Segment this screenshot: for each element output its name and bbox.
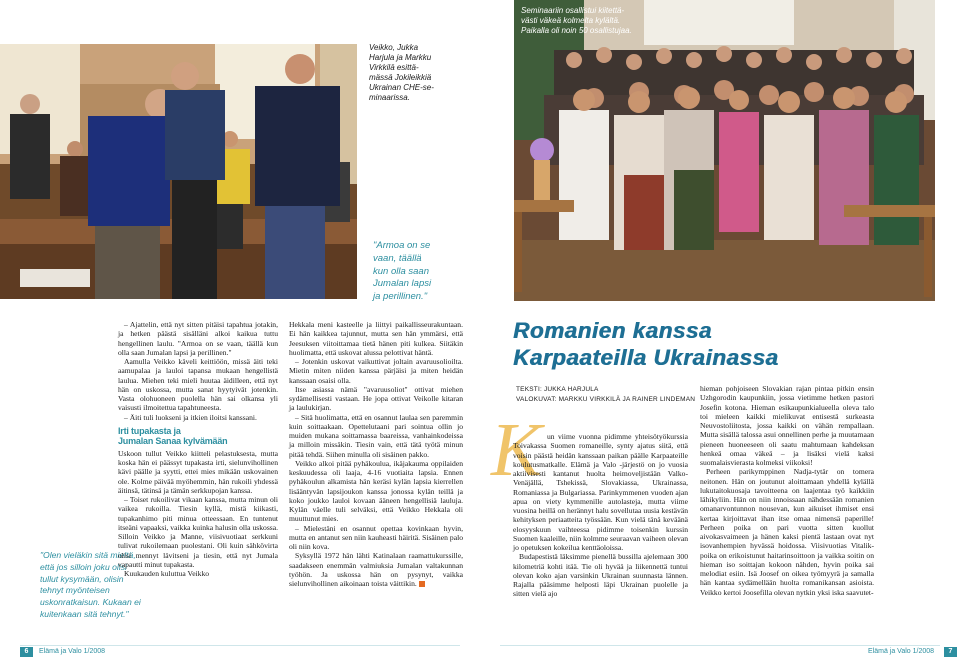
caption-left-photo — [369, 43, 434, 103]
caption-line: Veikko, Jukka — [369, 43, 419, 52]
caption-top-right — [521, 6, 632, 36]
paragraph: Budapestistä läksimme pienellä bussilla ajelemaan 300 kilometriä kohti itää. Tie oli hyvää ja liikennettä tuntui olevan koko ajan varsinkin Ukrainan suunnasta lännen. Rajalla pääsimme helposti läpi Ukrainan puolelle ja sitten vielä ajo — [513, 552, 688, 599]
paragraph: Kuukauden kuluttua Veikko — [124, 569, 210, 578]
pullquote-line: ja perillinen." — [373, 291, 428, 303]
subheading-line: Jumalan Sanaa kylvämään — [118, 435, 228, 446]
title-line: Romanien kanssa — [513, 318, 712, 343]
pullquote-line: "Olen vieläkin sitä mieltä, — [40, 550, 136, 560]
pullquote-line: kuitenkaan sitä tehnyt." — [40, 608, 129, 619]
caption-line: Ukrainan CHE-se- — [369, 83, 434, 92]
pullquote-line: uskonratkaisun. Kukaan ei — [40, 597, 141, 608]
footer-rule-left — [20, 645, 460, 646]
caption-line: mässä Jokileikkiä — [369, 73, 432, 82]
paragraph: – Ajattelin, että nyt sitten pitäisi tapahtua jotakin, ja hetken päästä sisälläni alkoi kaikua tuttu hengellinen laulu. "Armoa on se vaan, täällä kun olla saan Jumalan lapsi ja perillinen." — [118, 320, 278, 357]
paragraph: – Toiset rukoilivat vikaan kanssa, mutta minun oli vaikea rukoilla. Tiesin kyllä, mistä kiikasti, tupakanhimo piti minua otteessaan. En tuntenut itseäni vapaaksi, vaikka kuinka halusin olla uskossa. Silloin Veikko ja Manne, viisivuotiaat serkkuni tulivat rukoilemaan puolestani. Oli kuin sähkövirta olisi mennyt lävitseni ja tiesin, että nyt Jumala vapautti minut tupakasta. — [118, 495, 278, 569]
paragraph: – Mielestäni en osannut opettaa kovinkaan hyvin, mutta en antanut sen niin kauheasti häiritä. Sisäinen palo oli niin kova. — [289, 523, 463, 551]
article-credits — [516, 385, 695, 405]
article-column-4 — [700, 384, 874, 597]
pullquote-line: että jos silloin joku olisi — [40, 561, 127, 572]
caption-line: västi väkeä kolmelta kylältä. — [521, 16, 621, 25]
caption-line: Paikalla oli noin 50 osallistujaa. — [521, 26, 632, 35]
paragraph: – Äiti tuli luokseni ja itkien iloitsi kanssani. — [124, 412, 257, 422]
caption-line: Seminaariin osallistui kiitettä- — [521, 6, 625, 15]
paragraph: – Jotenkin uskovat vaikuttivat joltain avaruusolioilta. Mietin miten niiden kanssa pärjäisi ja miten heidän kanssaan osaisi olla. — [289, 357, 463, 385]
article-column-3 — [513, 432, 688, 599]
pullquote-line: Jumalan lapsi — [373, 278, 432, 290]
paragraph: Hekkala meni kasteelle ja liittyi paikallisseurakuntaan. Ei hän kaikkea tajunnut, mutta sen hän ymmärsi, että Jeesuksen viitoittamaa tietä hänen piti kulkea. Siitäkin huolimatta, että uskovat alussa pelottivat häntä. — [289, 320, 463, 357]
credit-photos: VALOKUVAT: MARKKU VIRKKILÄ JA RAINER LINDEMAN — [516, 396, 696, 403]
footer-publication-right: Elämä ja Valo 1/2008 — [868, 648, 935, 655]
pullquote-line: vaan, täällä — [373, 252, 422, 264]
subheading — [118, 426, 278, 446]
pullquote-line: kun olla saan — [373, 265, 429, 277]
pullquote-line: tehnyt myönteisen — [40, 585, 110, 596]
photo-seminar-group — [514, 0, 935, 301]
title-line: Karpaateilla Ukrainassa — [513, 345, 779, 370]
paragraph: Perheen parikymppinen Nadja-tytär on tomera neitonen. Hän on joutunut aloittamaan yhdellä kylällä lukutaitokuosaja tavoitteena on laajentaa työ kaikkiin lähikyliin. Hän on niin innoissaan nähdessään romanien omanarvontunnon nousevan, kun aikuiset ihmiset ensi kertaa kirjoittavat ihan itse omaa nimensä paperille! Perheen poika on pari vuotta sitten kuollut aivokasvaimeen ja hänen kaksi pientä lastaan ovat nyt isovanhempien hyvässä hoidossa. Viisivuotias Vitalik-poika on erikoistunut haitarinsoittoon ja vaikka soitin on hieman iso soittajan kokoon nähden, hyvin poika sai melodiat esiin. Isä Joosef on oikea työmyyrä ja samalla hän kantaa sydämellään huolta romanikansan asioista. Veikko kertoi Joosefilla olevan nytkin yksi iska saavutet- — [700, 467, 874, 597]
paragraph: Aamulla Veikko käveli keittiöön, missä äiti teki aamupalaa ja lauloi tapansa mukaan hengellistä laulua. Miehen teki mieli huutaa äidilleen, että nyt hän on uskossa, mutta sanat hyytyivät jotenkin. Vasta olohuoneen puolella hän sai olkansa yli vaisusti ilmoitettua tapahtuneesta. — [118, 357, 278, 413]
paragraph: Uskoon tullut Veikko kiitteli pelastuksesta, mutta koska hän ei päässyt tupakasta irti, sielunvihollinen kävi päälle ja syytti, ettei mies mikään uskovainen ole. Kolme päivää myöhemmin, hän rukoili yhdessä äitinsä, tätinsä ja tämän serkkupojan kanssa. — [118, 448, 278, 495]
article-column-1 — [118, 320, 278, 578]
paragraph: Itse asiassa nämä "avaruusoliot" ottivat miehen sydämellisesti vastaan. He jopa ottivat Veikolle kitaran ja laulukirjan. — [289, 384, 463, 413]
paragraph-text: Syksyllä 1972 hän lähti Katinalaan raamattukurssille, saadakseen enemmän valmiuksia Jumalan valtakunnan työhön. Ja uskossa hän on pysynyt, vaikka sielunvihollinen aikoinaan toista väittikin. — [289, 551, 463, 588]
paragraph: un viime vuonna pidimme yhteisötyökurssia Toivakassa Suomen romaneille, synty ajatus siitä, että voisin päästä heidän kanssaan paikan päälle Karpaateille koulutusmatkalle. Elämä ja Valo -järjestö on jo vuosia aktiivisesti kantanut huolta heimoveljistään Valko-Venäjällä, Tshekissä, Slovakiassa, Ukrainassa, Romaniassa ja Bulgariassa. Parinkymmenen vuoden ajan apua on viety kymmenille autolasteja, mutta viime vuosina heillä on herännyt halu sovellutaa uusia kestävän kehityksen periaatteita työssään. Kun vielä tänä keväänä elosyyskuun vaihteessa pidimme toisenkin kurssin Suomen kaaleille, niin kolmme seuraavan vaiheen olevan jo opetuksen kokeilua kenttäoloissa. — [513, 432, 688, 552]
page-number-right: 7 — [944, 647, 957, 657]
credit-text: TEKSTI: JUKKA HARJULA — [516, 386, 599, 393]
footer-rule-right — [500, 645, 940, 646]
caption-line: Virkkilä esittä- — [369, 63, 419, 72]
caption-line: minaarissa. — [369, 93, 410, 102]
caption-line: Harjula ja Markku — [369, 53, 432, 62]
paragraph — [289, 551, 463, 588]
end-mark-icon — [419, 581, 425, 587]
subheading-line: Irti tupakasta ja — [118, 425, 181, 436]
footer-publication-left: Elämä ja Valo 1/2008 — [39, 648, 106, 655]
paragraph: Veikko alkoi pitää pyhäkoulua, ikäjakauma oppilaiden keskuudessa oli laaja, 4-16 vuotiaita lapsia. Ennen pyhäkoulun alkamista hän keräsi kylän lapsia kierrellen lisääntyvän lapsijoukon kanssa jonossa kylän teillä ja koko joukko lauloi kovaan ääneen hengellisiä lauluja. Kylän väelle tuli selväksi, että Veikko Hekkala oli muuttunut mies. — [289, 458, 463, 524]
photo-singers — [0, 44, 357, 299]
article-title — [513, 317, 778, 371]
pullquote-upper — [373, 240, 431, 304]
drop-cap: K — [491, 408, 542, 492]
pullquote-line: tullut kysymään, olisin — [40, 573, 124, 584]
article-column-2 — [289, 320, 463, 588]
paragraph: hieman pohjoiseen Slovakian rajan pintaa pitkin ensin Uzhgorodin kaupunkiin, jossa vietimme hetken pastori Josefin kotona. Hieman esikaupunkialueella oleva talo toi mieleen kaikki mielikuvat entisestä surkeasta Neuvostoliitosta, jossa kaikki on vähän rempallaan. Mutta sisällä talossa asui onnellinen perhe ja muutamaan pieneen huoneeseen oli saatu mahtumaan kahdeksan henkeä omaa väkeä – ja lisäksi vielä kaksi suomalaisvierasta kolmeksi viikoksi! — [700, 384, 874, 467]
page-number-left: 6 — [20, 647, 33, 657]
paragraph: – Sitä huolimatta, että en osannut laulaa sen paremmin kuin soittaakaan. Opettelutaani pari sointua ollin jo muiden mukana soittamassa baareissa, vanhainkodeissa ja milloin missäkin. Tiesin vain, että tätä työtä minun pitää tehdä. Siihen minulla oli sisäinen pakko. — [289, 412, 463, 459]
pullquote-line: "Armoa on se — [373, 240, 431, 251]
